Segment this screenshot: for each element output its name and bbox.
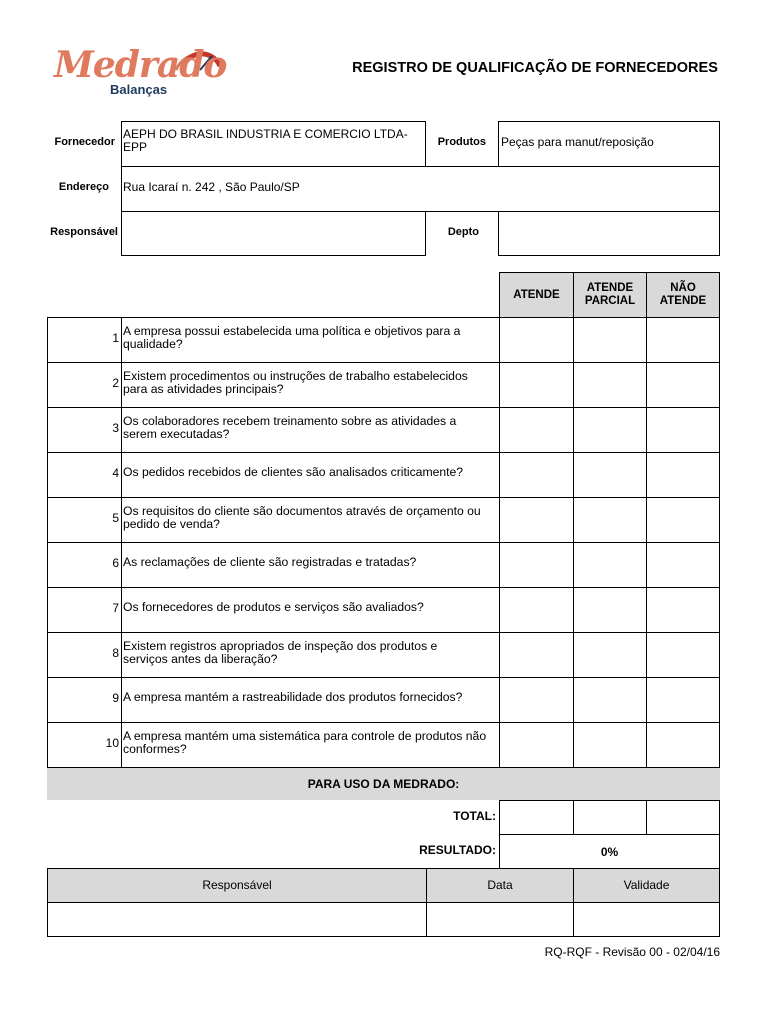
answer-atende-2[interactable] <box>499 362 574 408</box>
answer-atende-1[interactable] <box>499 317 574 363</box>
answer-nao-9[interactable] <box>646 677 720 723</box>
answer-atende-5[interactable] <box>499 497 574 543</box>
answer-atende-6[interactable] <box>499 542 574 588</box>
answer-nao-7[interactable] <box>646 587 720 633</box>
question-text: Existem procedimentos ou instruções de trabalho estabelecidos para as atividades principais? <box>123 369 468 396</box>
total-parcial-field[interactable] <box>573 800 647 835</box>
uso-medrado-title: PARA USO DA MEDRADO: <box>307 777 460 791</box>
answer-parcial-10[interactable] <box>573 722 647 768</box>
question-number: 3 <box>112 421 119 435</box>
footer-validade-header: Validade <box>573 868 720 903</box>
resultado-value: 0% <box>600 844 619 859</box>
responsavel-label: Responsável <box>50 226 118 238</box>
question-text: As reclamações de cliente são registradas e tratadas? <box>123 555 417 569</box>
footer-data-field[interactable] <box>426 902 574 937</box>
question-number: 10 <box>105 736 119 750</box>
question-number: 6 <box>112 556 119 570</box>
question-text: A empresa possui estabelecida uma política e objetivos para a qualidade? <box>123 324 461 351</box>
col-atende-header: ATENDE <box>499 272 574 318</box>
answer-parcial-7[interactable] <box>573 587 647 633</box>
answer-atende-3[interactable] <box>499 407 574 453</box>
footer-validade-field[interactable] <box>573 902 720 937</box>
depto-label: Depto <box>447 226 479 238</box>
question-number: 2 <box>112 376 119 390</box>
question-number: 1 <box>112 331 119 345</box>
fornecedor-label: Fornecedor <box>54 136 115 148</box>
question-number: 4 <box>112 466 119 480</box>
question-number: 8 <box>112 646 119 660</box>
resultado-label: RESULTADO: <box>419 843 496 857</box>
uso-medrado-header <box>47 768 720 800</box>
produtos-label: Produtos <box>437 136 486 148</box>
answer-parcial-3[interactable] <box>573 407 647 453</box>
answer-parcial-9[interactable] <box>573 677 647 723</box>
resultado-field[interactable] <box>499 834 720 869</box>
answer-nao-1[interactable] <box>646 317 720 363</box>
question-number: 9 <box>112 691 119 705</box>
answer-atende-7[interactable] <box>499 587 574 633</box>
fornecedor-value: AEPH DO BRASIL INDUSTRIA E COMERCIO LTDA-EPP <box>123 127 408 154</box>
answer-parcial-5[interactable] <box>573 497 647 543</box>
answer-nao-3[interactable] <box>646 407 720 453</box>
question-number: 7 <box>112 601 119 615</box>
produtos-value: Peças para manut/reposição <box>501 135 654 149</box>
question-number: 5 <box>112 511 119 525</box>
total-nao-field[interactable] <box>646 800 720 835</box>
logo-sub-text: Balanças <box>110 82 168 97</box>
question-text: Os fornecedores de produtos e serviços são avaliados? <box>123 600 424 614</box>
endereco-value: Rua Icaraí n. 242 , São Paulo/SP <box>123 180 300 194</box>
question-text: Os colaboradores recebem treinamento sobre as atividades a serem executadas? <box>123 414 457 441</box>
answer-nao-8[interactable] <box>646 632 720 678</box>
answer-parcial-1[interactable] <box>573 317 647 363</box>
answer-nao-4[interactable] <box>646 452 720 498</box>
question-text: A empresa mantém uma sistemática para controle de produtos não conformes? <box>123 729 487 756</box>
answer-nao-2[interactable] <box>646 362 720 408</box>
revision-note: RQ-RQF - Revisão 00 - 02/04/16 <box>544 945 720 959</box>
answer-parcial-6[interactable] <box>573 542 647 588</box>
footer-responsavel-header: Responsável <box>47 868 427 903</box>
footer-data-header: Data <box>426 868 574 903</box>
total-label: TOTAL: <box>453 809 496 823</box>
question-text: Existem registros apropriados de inspeção dos produtos e serviços antes da liberação? <box>123 639 438 666</box>
total-atende-field[interactable] <box>499 800 574 835</box>
answer-parcial-2[interactable] <box>573 362 647 408</box>
col-atende-parcial-header: ATENDE PARCIAL <box>573 272 647 318</box>
answer-nao-5[interactable] <box>646 497 720 543</box>
answer-atende-10[interactable] <box>499 722 574 768</box>
answer-atende-4[interactable] <box>499 452 574 498</box>
answer-parcial-8[interactable] <box>573 632 647 678</box>
question-text: A empresa mantém a rastreabilidade dos produtos fornecidos? <box>123 690 463 704</box>
answer-nao-10[interactable] <box>646 722 720 768</box>
footer-responsavel-field[interactable] <box>47 902 427 937</box>
logo-brand-text: Medrado <box>54 44 227 86</box>
answer-nao-6[interactable] <box>646 542 720 588</box>
answer-atende-8[interactable] <box>499 632 574 678</box>
col-nao-atende-header: NÃO ATENDE <box>646 272 720 318</box>
answer-atende-9[interactable] <box>499 677 574 723</box>
question-text: Os requisitos do cliente são documentos através de orçamento ou pedido de venda? <box>123 504 481 531</box>
document-title: REGISTRO DE QUALIFICAÇÃO DE FORNECEDORES <box>352 60 718 76</box>
endereco-label: Endereço <box>58 181 109 193</box>
answer-parcial-4[interactable] <box>573 452 647 498</box>
question-text: Os pedidos recebidos de clientes são analisados criticamente? <box>123 465 464 479</box>
